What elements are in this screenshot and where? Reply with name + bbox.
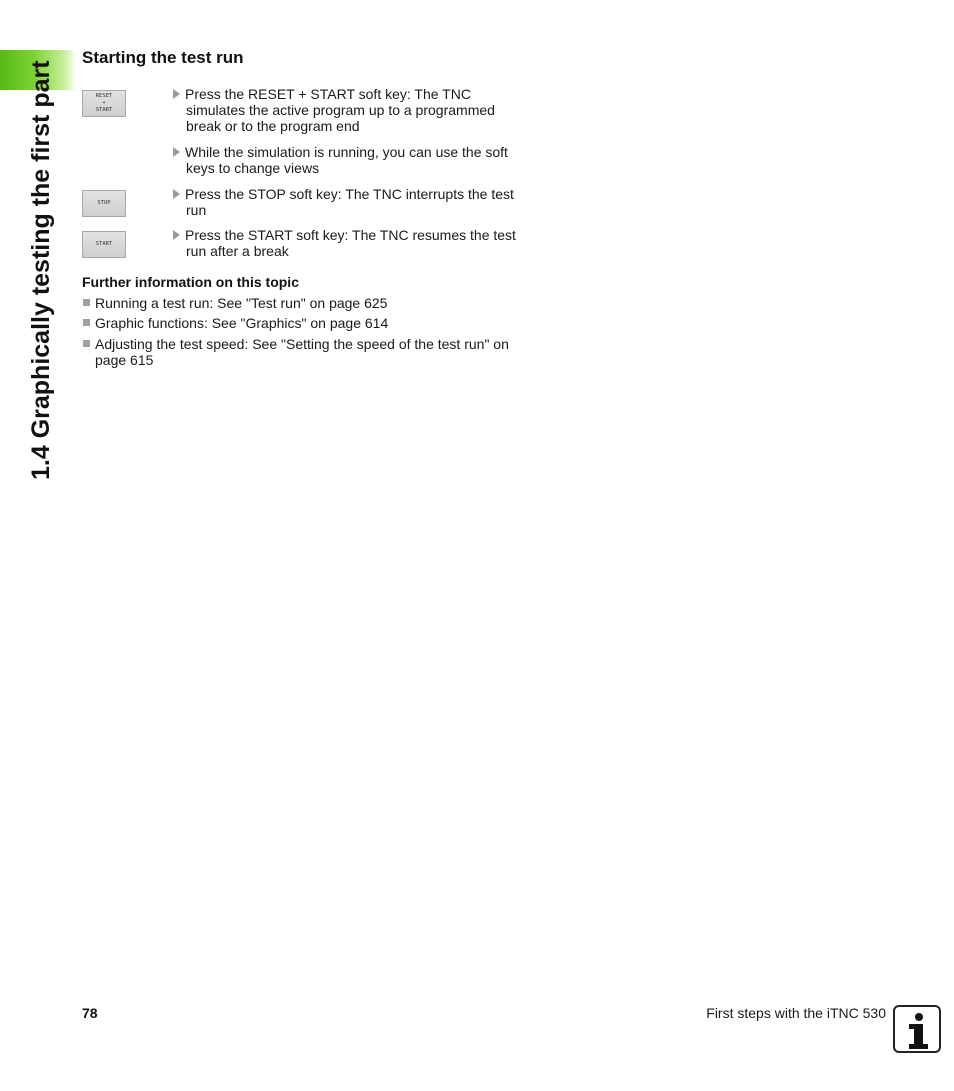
bullet-square-icon [83, 319, 90, 326]
softkey-start[interactable]: START [82, 231, 126, 258]
step-start: Press the START soft key: The TNC resumes the test run after a break [173, 227, 533, 259]
arrow-right-icon [173, 147, 180, 157]
bullet-square-icon [83, 340, 90, 347]
page-number: 78 [82, 1005, 98, 1021]
info-icon [893, 1005, 941, 1053]
section-title: Starting the test run [82, 48, 244, 67]
step-stop: Press the STOP soft key: The TNC interrupts the test run [173, 186, 533, 218]
softkey-reset-start[interactable]: RESET + START [82, 90, 126, 117]
further-info-title: Further information on this topic [82, 274, 299, 290]
further-info-item: Adjusting the test speed: See "Setting the speed of the test run" on page 615 [82, 336, 527, 368]
softkey-stop[interactable]: STOP [82, 190, 126, 217]
footer-title: First steps with the iTNC 530 [706, 1005, 886, 1021]
further-info-item: Graphic functions: See "Graphics" on page 614 [82, 315, 527, 331]
further-info-item: Running a test run: See "Test run" on page 625 [82, 295, 527, 311]
bullet-square-icon [83, 299, 90, 306]
arrow-right-icon [173, 230, 180, 240]
arrow-right-icon [173, 189, 180, 199]
step-change-views: While the simulation is running, you can use the soft keys to change views [173, 144, 533, 176]
step-reset-start: Press the RESET + START soft key: The TNC simulates the active program up to a programmed break or to the program end [173, 86, 533, 134]
chapter-tab-title: 1.4 Graphically testing the first part [27, 60, 55, 480]
chapter-tab [28, 50, 56, 480]
arrow-right-icon [173, 89, 180, 99]
